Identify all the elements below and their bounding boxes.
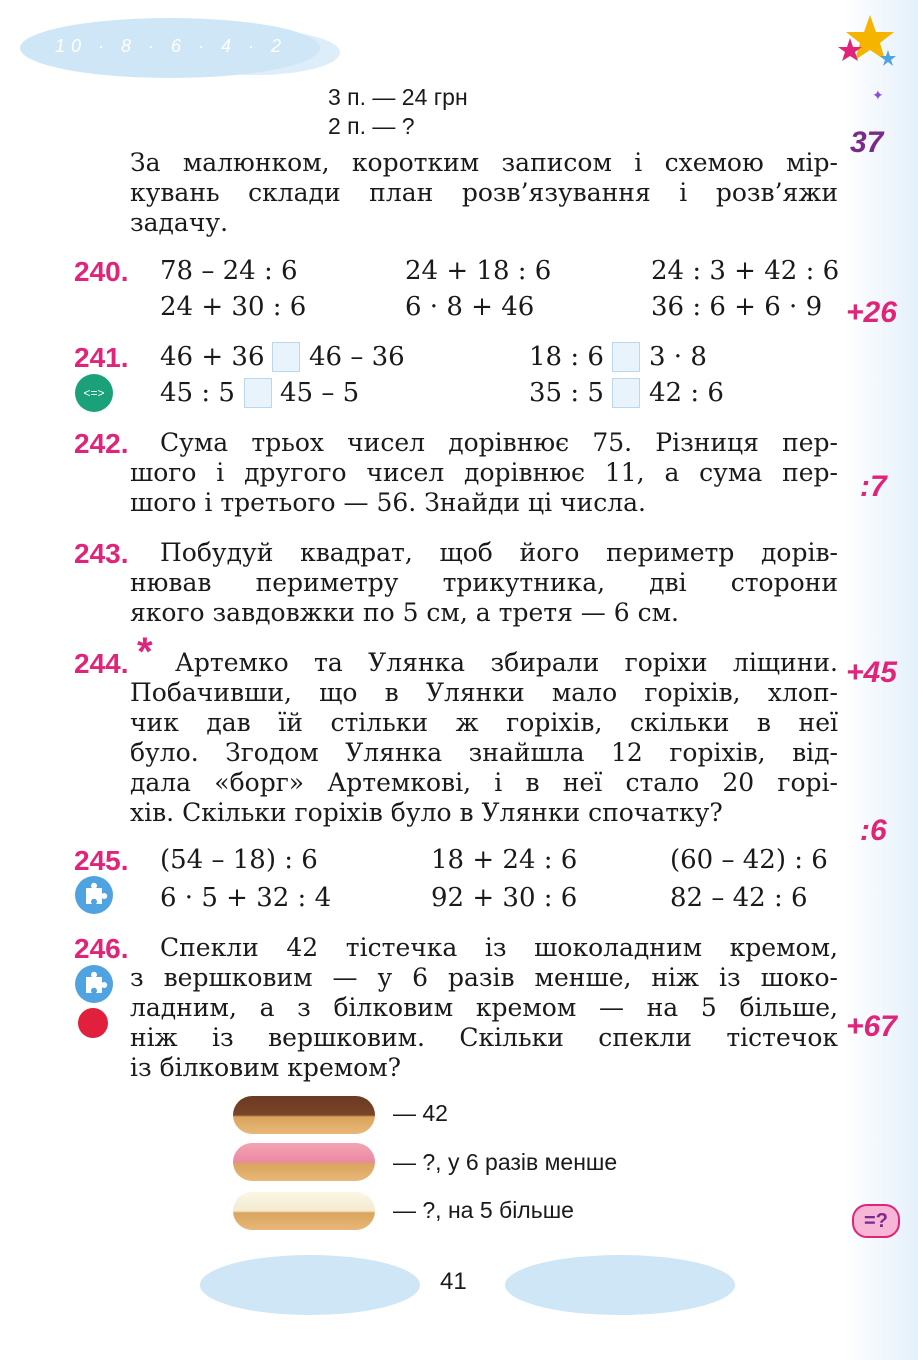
text-line: із білковим кремом?: [130, 1053, 402, 1082]
strawberry-eclair-image: [233, 1143, 375, 1181]
margin-marker: +67: [846, 1010, 897, 1043]
exercise-text-242b: [130, 458, 838, 518]
cream-eclair-image: [233, 1192, 375, 1230]
exercise-number-242: 242.: [74, 428, 129, 459]
expression: (60 – 42) : 6: [670, 845, 828, 875]
page-number: 41: [440, 1268, 467, 1295]
text-line: ніж із вершковим. Скільки спекли тістечок: [130, 1023, 838, 1052]
red-dot-icon: [78, 1008, 108, 1038]
expression: 42 : 6: [649, 378, 724, 408]
puzzle-icon: [75, 965, 113, 1003]
expression: 36 : 6 + 6 · 9: [651, 292, 823, 322]
exercise-number-246: 246.: [74, 933, 129, 964]
expression: 82 – 42 : 6: [670, 883, 808, 913]
text-line: Артемко та Улянка збирали горіхи ліщини.: [175, 648, 838, 677]
text-line: Сума трьох чисел дорівнює 75. Різниця пер-: [160, 428, 838, 457]
puzzle-icon: [75, 876, 113, 914]
exercise-text-242: [160, 428, 838, 458]
exercise-number-240: 240.: [74, 256, 129, 287]
expression: 45 : 5: [160, 378, 235, 408]
exercise-text-246b: [130, 963, 838, 1083]
exercise-text-243: [160, 538, 838, 568]
expression: 6 · 5 + 32 : 4: [160, 883, 332, 913]
intro-line: кувань склади план розв’язування і розв’яжи: [130, 178, 838, 207]
header-numbers: 10 · 8 · 6 · 4 · 2: [55, 36, 288, 56]
expression: (54 – 18) : 6: [160, 845, 318, 875]
exercise-number-243: 243.: [74, 538, 129, 569]
text-line: чик дав їй стільки ж горіхів, скільки в неї: [130, 708, 838, 737]
expression: 24 + 18 : 6: [405, 256, 552, 286]
header-note-line1: 3 п. — 24 грн: [328, 84, 468, 110]
exercise-number-241: 241.: [74, 342, 129, 373]
sparkle-icon: ✦: [872, 88, 884, 104]
text-line: шого і третього — 56. Знайди ці числа.: [130, 488, 646, 517]
expression: 3 · 8: [649, 342, 707, 372]
text-line: з вершковим — у 6 разів менше, ніж із шоко-: [130, 963, 838, 992]
expression: 18 + 24 : 6: [431, 845, 578, 875]
exercise-number-244: 244.: [74, 648, 129, 679]
expression: 35 : 5: [529, 378, 604, 408]
expression: 46 – 36: [309, 342, 405, 372]
text-line: нював периметру трикутника, дві сторони: [130, 568, 838, 597]
star-burst-icon: [820, 10, 900, 90]
compare-box[interactable]: [244, 378, 272, 408]
margin-marker: +45: [846, 656, 897, 689]
footer-cloud-right: [505, 1255, 735, 1315]
equals-question-badge: =?: [852, 1204, 900, 1238]
margin-marker: :7: [860, 470, 887, 503]
intro-text: [130, 148, 838, 238]
expression: 78 – 24 : 6: [160, 256, 298, 286]
text-line: якого завдовжки по 5 см, а третя — 6 см.: [130, 598, 679, 627]
exercise-text-244: [175, 648, 838, 678]
compare-icon: <=>: [75, 374, 113, 412]
text-line: було. Згодом Улянка знайшла 12 горіхів, від-: [130, 738, 838, 767]
expression: 92 + 30 : 6: [431, 883, 578, 913]
exercise-number-245: 245.: [74, 845, 129, 876]
margin-marker: +26: [846, 296, 897, 329]
text-line: Спекли 42 тістечка із шоколадним кремом,: [160, 933, 838, 962]
text-line: ладним, а з білковим кремом — на 5 більше,: [130, 993, 838, 1022]
text-line: хів. Скільки горіхів було в Улянки спочатку?: [130, 798, 723, 827]
compare-box[interactable]: [612, 378, 640, 408]
intro-line: задачу.: [130, 208, 229, 237]
text-line: Побачивши, що в Улянки мало горіхів, хлоп-: [130, 678, 838, 707]
footer-cloud-left: [200, 1255, 420, 1315]
compare-box[interactable]: [272, 342, 300, 372]
expression: 18 : 6: [529, 342, 604, 372]
header-note-line2: 2 п. — ?: [328, 113, 415, 139]
margin-marker: :6: [860, 814, 887, 847]
star-mark-icon: *: [137, 630, 153, 674]
scheme-label: — ?, у 6 разів менше: [393, 1149, 618, 1175]
exercise-text-246: [160, 933, 838, 963]
scheme-label: — ?, на 5 більше: [393, 1197, 574, 1223]
expression: 6 · 8 + 46: [405, 292, 535, 322]
compare-box[interactable]: [612, 342, 640, 372]
exercise-text-243b: [130, 568, 838, 628]
text-line: шого і другого чисел дорівнює 11, а сума пер-: [130, 458, 838, 487]
chocolate-eclair-image: [233, 1096, 375, 1134]
scheme-label: — 42: [393, 1100, 448, 1126]
expression: 46 + 36: [160, 342, 265, 372]
text-line: Побудуй квадрат, щоб його периметр дорів-: [160, 538, 838, 567]
text-line: дала «борг» Артемкові, і в неї стало 20 горі-: [130, 768, 838, 797]
intro-line: За малюнком, коротким записом і схемою мір-: [130, 148, 838, 177]
expression: 45 – 5: [280, 378, 360, 408]
margin-marker: 37: [850, 126, 884, 159]
exercise-text-244b: [130, 678, 838, 828]
expression: 24 : 3 + 42 : 6: [651, 256, 840, 286]
expression: 24 + 30 : 6: [160, 292, 307, 322]
